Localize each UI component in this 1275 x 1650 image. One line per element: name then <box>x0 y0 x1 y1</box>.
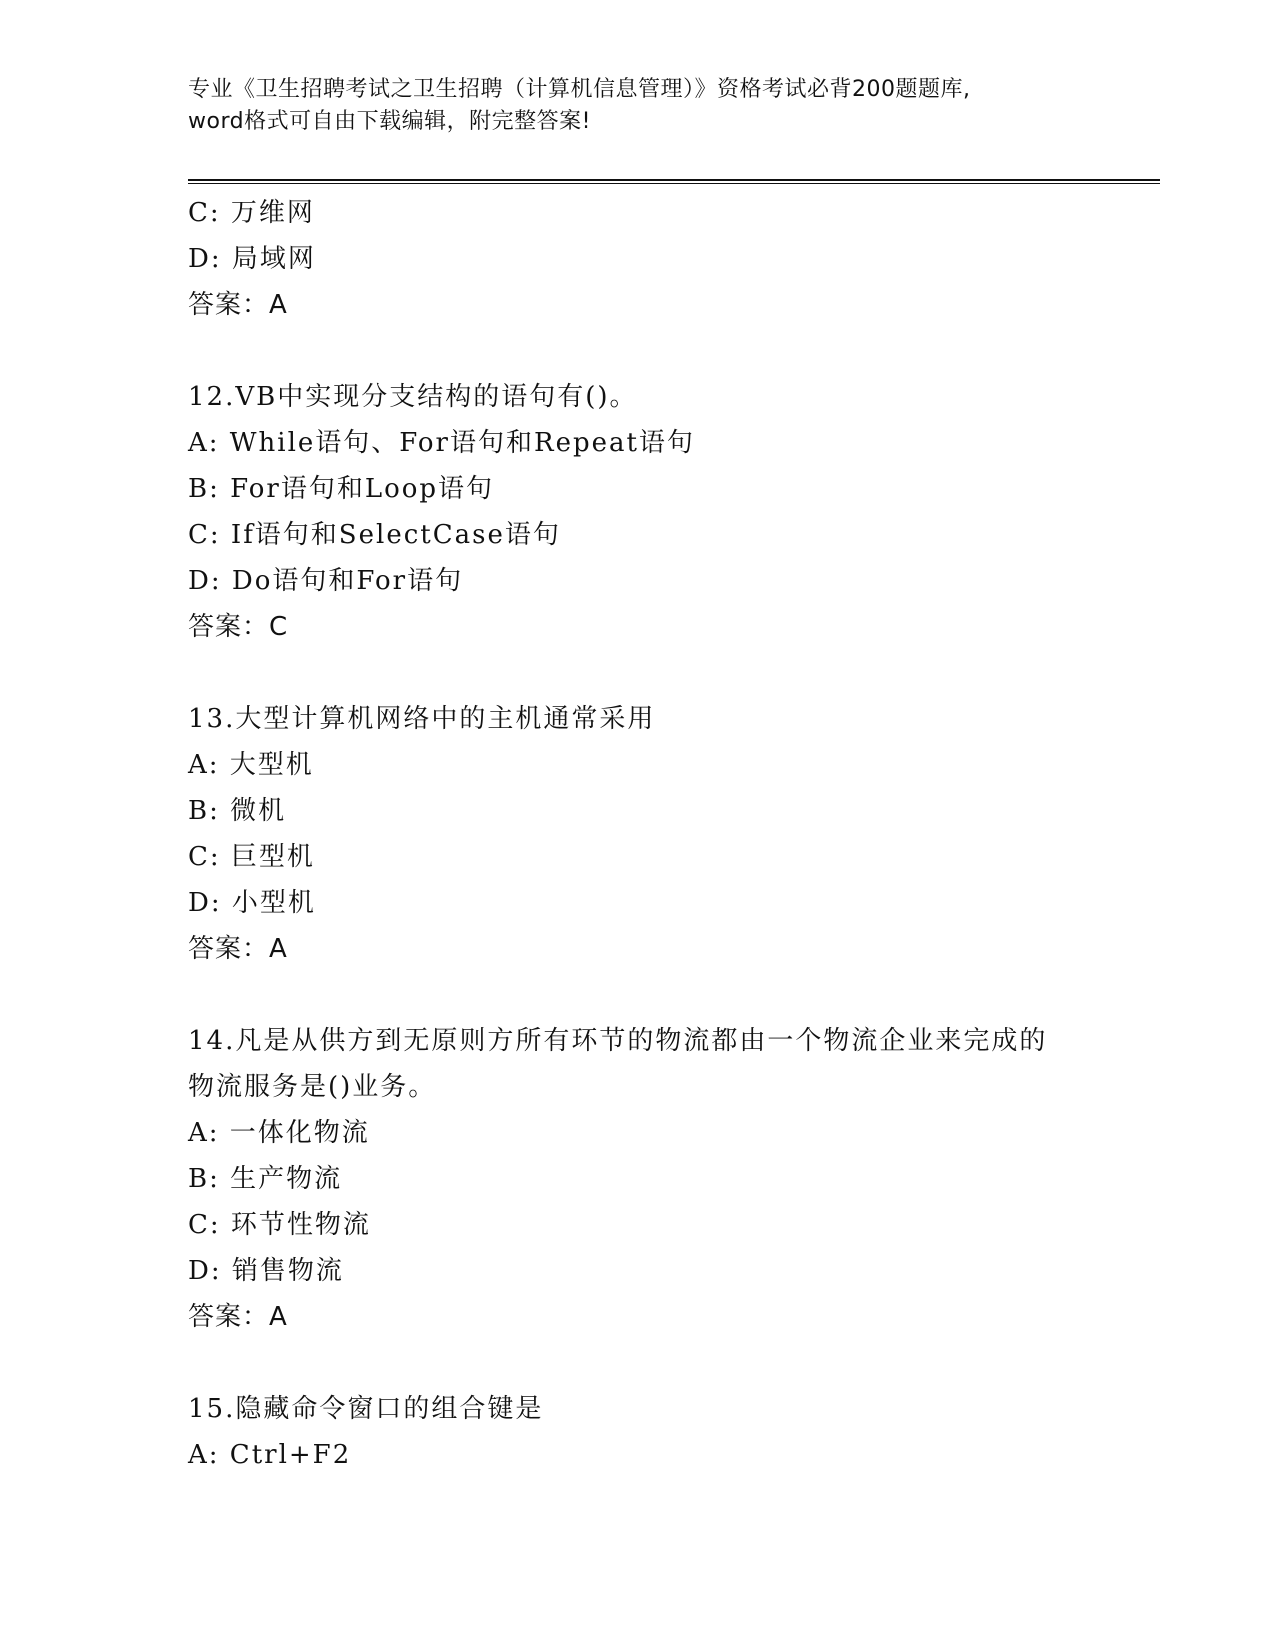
option-line: D: 销售物流 <box>188 1256 344 1286</box>
option-line: D: Do语句和For语句 <box>188 566 464 596</box>
question-12 <box>188 374 1108 650</box>
option-line: D: 局域网 <box>188 244 316 274</box>
option-line: C: If语句和SelectCase语句 <box>188 520 561 550</box>
header-divider-thin <box>188 183 1160 184</box>
option-line: C: 环节性物流 <box>188 1210 371 1240</box>
answer-line: 答案：A <box>188 290 288 320</box>
option-line: B: For语句和Loop语句 <box>188 474 495 504</box>
spacer <box>188 1340 1108 1386</box>
option-line: A: While语句、For语句和Repeat语句 <box>188 428 695 458</box>
question-stem: 12.VB中实现分支结构的语句有()。 <box>188 382 638 412</box>
question-stem-cont: 物流服务是()业务。 <box>188 1072 437 1102</box>
header-divider <box>188 179 1160 181</box>
option-line: A: Ctrl+F2 <box>188 1440 352 1470</box>
spacer <box>188 650 1108 696</box>
option-line: C: 万维网 <box>188 198 315 228</box>
header-line-2: word格式可自由下载编辑，附完整答案! <box>188 109 591 134</box>
question-stem: 14.凡是从供方到无原则方所有环节的物流都由一个物流企业来完成的 <box>188 1026 1048 1056</box>
option-line: B: 微机 <box>188 796 287 826</box>
header-line-1: 专业《卫生招聘考试之卫生招聘（计算机信息管理）》资格考试必背200题题库, <box>188 77 971 102</box>
carryover-block <box>188 190 1108 328</box>
question-stem: 13.大型计算机网络中的主机通常采用 <box>188 704 656 734</box>
answer-line: 答案：A <box>188 934 288 964</box>
option-line: B: 生产物流 <box>188 1164 343 1194</box>
spacer <box>188 328 1108 374</box>
option-line: C: 巨型机 <box>188 842 315 872</box>
question-stem: 15.隐藏命令窗口的组合键是 <box>188 1394 544 1424</box>
spacer <box>188 972 1108 1018</box>
answer-line: 答案：C <box>188 612 289 642</box>
answer-line: 答案：A <box>188 1302 288 1332</box>
option-line: A: 大型机 <box>188 750 314 780</box>
option-line: A: 一体化物流 <box>188 1118 370 1148</box>
question-13 <box>188 696 1108 972</box>
option-line: D: 小型机 <box>188 888 316 918</box>
question-14 <box>188 1018 1108 1340</box>
page-header <box>188 74 1088 138</box>
question-15 <box>188 1386 1108 1478</box>
document-body <box>188 190 1108 1478</box>
